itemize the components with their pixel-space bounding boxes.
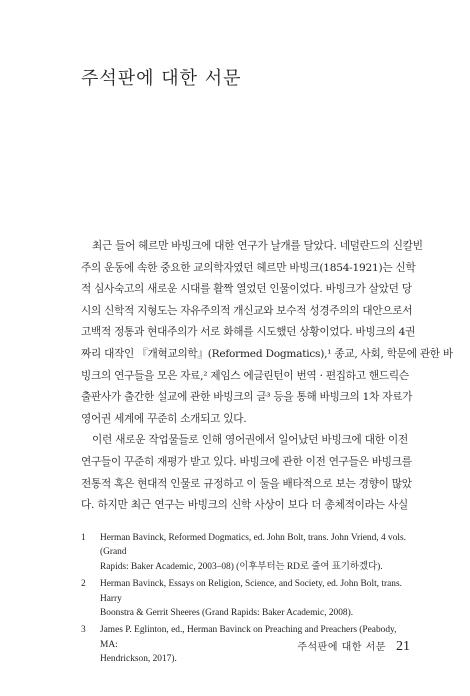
paragraph-line: 적 심사숙고의 새로운 시대를 활짝 열었던 인물이었다. 바빙크가 살았던 당 <box>81 283 412 296</box>
footnote-line: Herman Bavinck, Essays on Religion, Science, and Society, ed. John Bolt, trans. Harry <box>100 579 402 604</box>
footnote-number: 3 <box>81 625 86 636</box>
paragraph-line: 주의 운동에 속한 중요한 교의학자였던 헤르만 바빙크(1854-1921)는 신학 <box>81 261 416 274</box>
footnote-line: Herman Bavinck, Reformed Dogmatics, ed. John Bolt, trans. John Vriend, 4 vols. (Grand <box>100 533 406 558</box>
paragraph-line: 다. 하지만 최근 연구는 바빙크의 신학 사상이 보다 더 총체적이라는 사실 <box>81 499 408 512</box>
paragraph-1 <box>81 236 453 430</box>
footnote-1 <box>81 531 411 574</box>
page-number: 21 <box>396 639 410 654</box>
chapter-title: 주석판에 대한 서문 <box>81 68 242 89</box>
running-title: 주석판에 대한 서문 <box>297 642 386 653</box>
footnote-line: Boonstra & Gerrit Sheeres (Grand Rapids: Baker Academic, 2008). <box>100 608 354 619</box>
paragraph-line: 고백적 정통과 현대주의가 서로 화해를 시도했던 상황이었다. 바빙크의 4권 <box>81 326 416 339</box>
paragraph-line: 시의 신학적 지형도는 자유주의적 개신교와 보수적 성경주의의 대안으로서 <box>81 304 413 317</box>
footnote-2 <box>81 577 411 620</box>
footnote-number: 1 <box>81 533 86 543</box>
paragraph-line: 짜리 대작인 『개혁교의학』(Reformed Dogmatics),¹ 종교, 사회, 학문에 관한 바 <box>81 347 453 360</box>
footnote-line: James P. Eglinton, ed., Herman Bavinck on Preaching and Preachers (Peabody, MA: <box>100 625 397 650</box>
page-footer <box>297 638 410 655</box>
footnote-number: 2 <box>81 579 86 590</box>
paragraph-line: 최근 들어 헤르만 바빙크에 대한 연구가 날개를 달았다. 네덜란드의 신칼빈 <box>92 240 423 252</box>
paragraph-line: 전통적 혹은 현대적 인물로 규정하고 이 둘을 배타적으로 보는 경향이 많았 <box>81 477 412 490</box>
paragraph-line: 영어권 세계에 꾸준히 소개되고 있다. <box>81 412 247 425</box>
paragraph-2 <box>81 430 412 516</box>
footnote-line: Hendrickson, 2017). <box>100 654 177 665</box>
paragraph-line: 연구들이 꾸준히 재평가 받고 있다. 바빙크에 관한 이전 연구들은 바빙크를 <box>81 455 412 468</box>
body-text <box>81 236 453 517</box>
paragraph-line: 이런 새로운 작업물들로 인해 영어권에서 일어났던 바빙크에 대한 이전 <box>92 434 408 447</box>
paragraph-line: 빙크의 연구들을 모은 자료,² 제임스 에글린턴이 번역 · 편집하고 핸드릭슨 <box>81 369 409 382</box>
paragraph-line: 출판사가 출간한 설교에 관한 바빙크의 글³ 등을 통해 바빙크의 1차 자료가 <box>81 391 413 404</box>
footnote-line: Rapids: Baker Academic, 2003–08) (이후부터는 RD로 줄여 표기하겠다). <box>100 561 383 572</box>
